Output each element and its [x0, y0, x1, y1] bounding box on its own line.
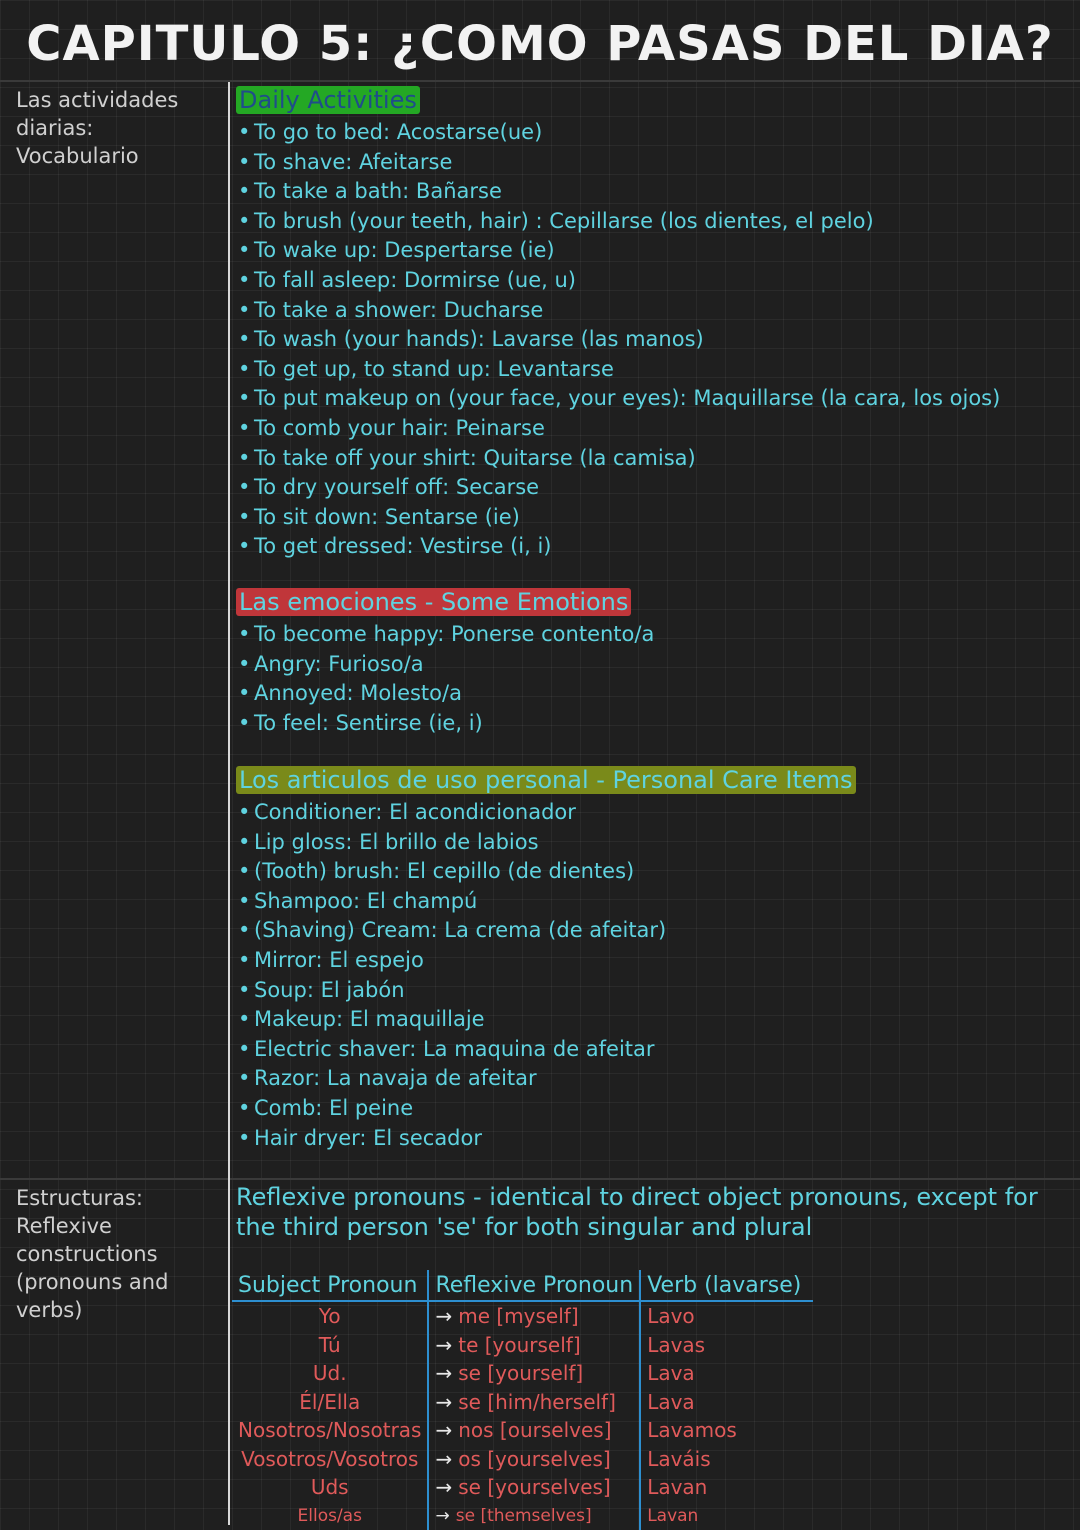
emotions-header	[236, 588, 631, 616]
col-reflexive-header: Reflexive Pronoun	[428, 1270, 640, 1301]
emotions-list	[236, 620, 1066, 738]
arrow-icon: →	[435, 1475, 452, 1499]
arrow-icon: →	[435, 1506, 449, 1526]
verb-cell: Laváis	[640, 1445, 813, 1474]
daily-activity-item: • To take a bath: Bañarse	[236, 177, 1066, 207]
reflexive-pronoun: te [yourself]	[458, 1333, 580, 1357]
structures-label: Estructuras: Reflexive constructions (pronouns and verbs)	[16, 1184, 221, 1324]
subject-cell: Uds	[232, 1473, 428, 1502]
personal-care-list	[236, 798, 1066, 1153]
section-divider	[0, 1178, 1080, 1180]
emotion-item: • Annoyed: Molesto/a	[236, 679, 1066, 709]
table-row	[232, 1359, 813, 1388]
daily-activity-item: • To go to bed: Acostarse(ue)	[236, 118, 1066, 148]
emotion-item: • To feel: Sentirse (ie, i)	[236, 709, 1066, 739]
arrow-icon: →	[435, 1333, 452, 1357]
arrow-icon: →	[435, 1304, 452, 1328]
daily-activity-item: • To take off your shirt: Quitarse (la camisa)	[236, 444, 1066, 474]
daily-activity-item: • To shave: Afeitarse	[236, 148, 1066, 178]
emotion-item: • Angry: Furioso/a	[236, 650, 1066, 680]
reflexive-cell	[428, 1388, 640, 1417]
table-row	[232, 1502, 813, 1530]
subject-cell: Vosotros/Vosotros	[232, 1445, 428, 1474]
daily-activity-item: • To take a shower: Ducharse	[236, 296, 1066, 326]
verb-cell: Lava	[640, 1388, 813, 1417]
reflexive-pronoun: me [myself]	[458, 1304, 578, 1328]
vocab-label: Las actividades diarias: Vocabulario	[16, 86, 221, 170]
reflexive-pronoun: os [yourselves]	[458, 1447, 610, 1471]
personal-care-item: • Mirror: El espejo	[236, 946, 1066, 976]
reflexive-cell	[428, 1301, 640, 1331]
personal-care-item: • Conditioner: El acondicionador	[236, 798, 1066, 828]
table-row	[232, 1473, 813, 1502]
arrow-icon: →	[435, 1390, 452, 1414]
table-row	[232, 1301, 813, 1331]
subject-cell: Ellos/as	[232, 1502, 428, 1530]
daily-activity-item: • To get dressed: Vestirse (i, i)	[236, 532, 1066, 562]
subject-cell: Yo	[232, 1301, 428, 1331]
reflexive-pronoun: nos [ourselves]	[458, 1418, 611, 1442]
table-row	[232, 1416, 813, 1445]
personal-care-item: • (Tooth) brush: El cepillo (de dientes)	[236, 857, 1066, 887]
reflexive-cell	[428, 1331, 640, 1360]
table-row	[232, 1331, 813, 1360]
daily-activities-header: Daily Activities	[236, 86, 420, 114]
personal-care-item: • (Shaving) Cream: La crema (de afeitar)	[236, 916, 1066, 946]
daily-activity-item: • To fall asleep: Dormirse (ue, u)	[236, 266, 1066, 296]
reflexive-pronoun: se [yourselves]	[458, 1475, 611, 1499]
verb-cell: Lavan	[640, 1473, 813, 1502]
emotions-header-es: Las emociones	[239, 588, 417, 616]
subject-cell: Tú	[232, 1331, 428, 1360]
table-header-row	[232, 1270, 813, 1301]
daily-activity-item: • To put makeup on (your face, your eyes): Maquillarse (la cara, los ojos)	[236, 384, 1066, 414]
reflexive-description: Reflexive pronouns - identical to direct object pronouns, except for the third person 'se' for both singular and plural	[236, 1182, 1066, 1242]
page-title: CAPITULO 5: ¿COMO PASAS DEL DIA?	[0, 12, 1080, 76]
daily-activity-item: • To get up, to stand up: Levantarse	[236, 355, 1066, 385]
personal-care-item: • Lip gloss: El brillo de labios	[236, 828, 1066, 858]
daily-activities-list	[236, 118, 1066, 562]
personal-care-item: • Electric shaver: La maquina de afeitar	[236, 1035, 1066, 1065]
personal-care-item: • Makeup: El maquillaje	[236, 1005, 1066, 1035]
reflexive-pronoun: se [themselves]	[456, 1506, 592, 1526]
personal-care-header: Los articulos de uso personal - Personal Care Items	[236, 766, 856, 794]
daily-activity-item: • To dry yourself off: Secarse	[236, 473, 1066, 503]
daily-activities-section	[236, 86, 1066, 562]
reflexive-cell	[428, 1445, 640, 1474]
reflexive-table	[232, 1270, 813, 1530]
daily-activity-item: • To comb your hair: Peinarse	[236, 414, 1066, 444]
daily-activity-item: • To brush (your teeth, hair) : Cepillarse (los dientes, el pelo)	[236, 207, 1066, 237]
personal-care-item: • Comb: El peine	[236, 1094, 1066, 1124]
reflexive-cell	[428, 1473, 640, 1502]
table-row	[232, 1388, 813, 1417]
personal-care-section	[236, 766, 1066, 1153]
arrow-icon: →	[435, 1361, 452, 1385]
daily-activity-item: • To wake up: Despertarse (ie)	[236, 236, 1066, 266]
header-divider	[0, 80, 1080, 82]
margin-line	[228, 82, 230, 1525]
col-verb-header: Verb (lavarse)	[640, 1270, 813, 1301]
reflexive-section	[236, 1182, 1066, 1242]
subject-cell: Nosotros/Nosotras	[232, 1416, 428, 1445]
verb-cell: Lavamos	[640, 1416, 813, 1445]
emotions-section	[236, 588, 1066, 738]
emotions-header-en: - Some Emotions	[417, 588, 628, 616]
arrow-icon: →	[435, 1447, 452, 1471]
arrow-icon: →	[435, 1418, 452, 1442]
verb-cell: Lavan	[640, 1502, 813, 1530]
daily-activity-item: • To wash (your hands): Lavarse (las manos)	[236, 325, 1066, 355]
reflexive-pronoun: se [yourself]	[458, 1361, 583, 1385]
verb-cell: Lava	[640, 1359, 813, 1388]
subject-cell: Él/Ella	[232, 1388, 428, 1417]
subject-cell: Ud.	[232, 1359, 428, 1388]
personal-care-item: • Hair dryer: El secador	[236, 1124, 1066, 1154]
reflexive-cell	[428, 1416, 640, 1445]
personal-care-item: • Soup: El jabón	[236, 976, 1066, 1006]
reflexive-cell	[428, 1502, 640, 1530]
personal-care-item: • Shampoo: El champú	[236, 887, 1066, 917]
reflexive-pronoun: se [him/herself]	[458, 1390, 616, 1414]
col-subject-header: Subject Pronoun	[232, 1270, 428, 1301]
daily-activity-item: • To sit down: Sentarse (ie)	[236, 503, 1066, 533]
verb-cell: Lavo	[640, 1301, 813, 1331]
personal-care-item: • Razor: La navaja de afeitar	[236, 1064, 1066, 1094]
reflexive-cell	[428, 1359, 640, 1388]
verb-cell: Lavas	[640, 1331, 813, 1360]
table-row	[232, 1445, 813, 1474]
emotion-item: • To become happy: Ponerse contento/a	[236, 620, 1066, 650]
